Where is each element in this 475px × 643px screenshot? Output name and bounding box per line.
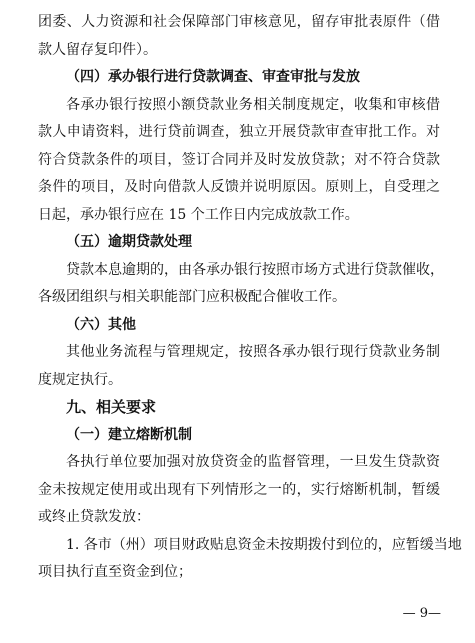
paragraph-line: 条件的项目，及时向借款人反馈并说明原因。原则上，自受理之: [38, 179, 440, 195]
paragraph-line: 度规定执行。: [38, 371, 122, 388]
paragraph-line: 各执行单位要加强对放贷资金的监督管理，一旦发生贷款资: [66, 454, 440, 470]
paragraph-line: 金未按规定使用或出现有下列情形之一的，实行熔断机制，暂缓: [38, 481, 440, 498]
paragraph-line: 1. 各市（州）项目财政贴息资金未按期拨付到位的，应暂缓当地: [66, 536, 462, 553]
paragraph-line: 各级团组织与相关职能部门应积极配合催收工作。: [38, 289, 346, 305]
section-subheading: （一）建立熔断机制: [66, 426, 192, 443]
section-subheading: （四）承办银行进行贷款调查、审查审批与发放: [66, 69, 360, 85]
paragraph-line: 日起，承办银行应在 15 个工作日内完成放款工作。: [38, 206, 359, 223]
paragraph-line: 贷款本息逾期的，由各承办银行按照市场方式进行贷款催收，: [66, 261, 444, 278]
section-subheading: （五）逾期贷款处理: [66, 234, 192, 250]
section-heading: 九、相关要求: [66, 398, 157, 416]
paragraph-line: 符合贷款条件的项目，签订合同并及时发放贷款；对不符合贷款: [38, 151, 440, 168]
paragraph-line: 或终止贷款发放：: [38, 509, 150, 525]
paragraph-line: 团委、人力资源和社会保障部门审核意见，留存审批表原件（借: [38, 14, 440, 30]
paragraph-line: 其他业务流程与管理规定，按照各承办银行现行贷款业务制: [66, 344, 440, 360]
section-subheading: （六）其他: [66, 316, 136, 333]
paragraph-line: 款人留存复印件）。: [38, 41, 157, 58]
paragraph-line: 款人申请资料，进行贷前调查，独立开展贷款审查审批工作。对: [38, 124, 440, 140]
paragraph-line: 项目执行直至资金到位；: [38, 564, 192, 580]
page-number: — 9—: [402, 606, 441, 621]
paragraph-line: 各承办银行按照小额贷款业务相关制度规定，收集和审核借: [66, 96, 440, 113]
